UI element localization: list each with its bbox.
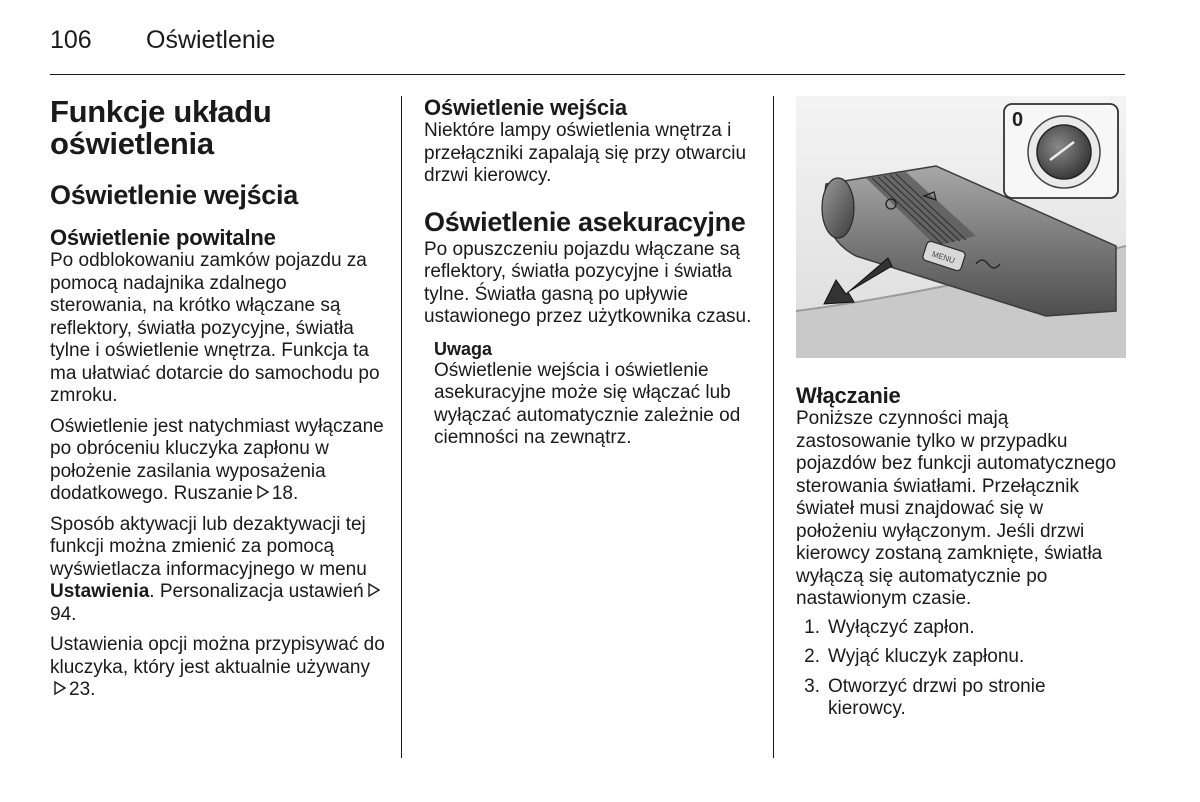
note-title: Uwaga: [434, 338, 493, 359]
paragraph-welcome-lighting: Po odblokowaniu zamków pojazdu za pomocą nadajnika zdalnego sterowania, na krótko włączane są reflektory, światła pozycyjne, światła tylne i oświetlenie wnętrza. Funkcja ta ma ułatwiać dotarcie do samochodu po zmroku.: [50, 250, 380, 406]
paragraph-interior-lamps: Niektóre lampy oświetlenia wnętrza i przełączniki zapalają się przy otwarciu drzwi kierowcy.: [424, 120, 747, 186]
menu-button-label: MENU: [930, 249, 956, 266]
header-divider: [50, 74, 1125, 75]
paragraph-switching-on: Poniższe czynności mają zastosowanie tylko w przypadku pojazdów bez funkcji automatycznego sterowania światłami. Przełącznik świateł musi znajdować się w położeniu wyłączonym. Jeśli drzwi kierowcy zostaną zamknięte, światła wyłączą się automatycznie po nastawionym czasie.: [796, 408, 1117, 609]
page-reference-icon: [54, 681, 66, 695]
steps-list: [796, 617, 1126, 721]
chapter-title: Oświetlenie: [146, 26, 276, 54]
paragraph-exit-lighting: Po opuszczeniu pojazdu włączane są reflektory, światła pozycyjne i światła tylne. Światła gasną po upływie ustawionego przez użytkownika czasu.: [424, 238, 752, 327]
page-header: [50, 26, 275, 58]
page-reference-link[interactable]: 23.: [69, 679, 96, 700]
section-heading-exit-lighting: Oświetlenie asekuracyjne: [424, 206, 746, 237]
page-reference-link[interactable]: 94.: [50, 603, 77, 625]
list-item: 2. Wyjąć kluczyk zapłonu.: [804, 646, 1025, 667]
paragraph-activation: Sposób aktywacji lub dezaktywacji tej funkcji można zmienić za pomocą wyświetlacza informacyjnego w menu Ustawienia. Personalizacja ustawień94.: [50, 514, 385, 627]
column-divider-2: [773, 96, 774, 758]
section-heading-entry-lighting: Oświetlenie wejścia: [50, 180, 298, 210]
paragraph-key-settings: Ustawienia opcji można przypisywać do kluczyka, który jest aktualnie używany23.: [50, 634, 385, 700]
light-switch-stalk-illustration: [796, 96, 1126, 358]
menu-name-settings: Ustawienia: [50, 581, 150, 602]
page-reference-icon: [368, 583, 380, 597]
column-divider-1: [401, 96, 402, 758]
note-box: [434, 339, 759, 450]
page-reference-icon: [257, 485, 269, 499]
column-3: [796, 96, 1126, 728]
list-item: 3. Otworzyć drzwi po stronie kierowcy.: [804, 675, 1046, 719]
paragraph-switch-off: Oświetlenie jest natychmiast wyłączane po obróceniu kluczyka zapłonu w położenie zasilania wyposażenia dodatkowego. Ruszanie 18.: [50, 415, 384, 504]
subsection-heading-switching-on: Włączanie: [796, 383, 901, 408]
page-number: 106: [50, 26, 92, 54]
column-2: [424, 96, 759, 450]
main-heading: Funkcje układu oświetlenia: [50, 94, 272, 161]
column-1: [50, 96, 385, 702]
subsection-heading-entry-lighting: Oświetlenie wejścia: [424, 95, 627, 120]
note-text: Oświetlenie wejścia i oświetlenie asekuracyjne może się włączać lub wyłączać automatycznie zależnie od ciemności na zewnątrz.: [434, 359, 741, 448]
switch-position-label: 0: [1012, 109, 1024, 131]
list-item: 1. Wyłączyć zapłon.: [804, 616, 975, 638]
stalk-drawing: [796, 96, 1126, 358]
subsection-heading-welcome-lighting: Oświetlenie powitalne: [50, 225, 276, 250]
page-reference-link[interactable]: 18.: [271, 483, 299, 504]
